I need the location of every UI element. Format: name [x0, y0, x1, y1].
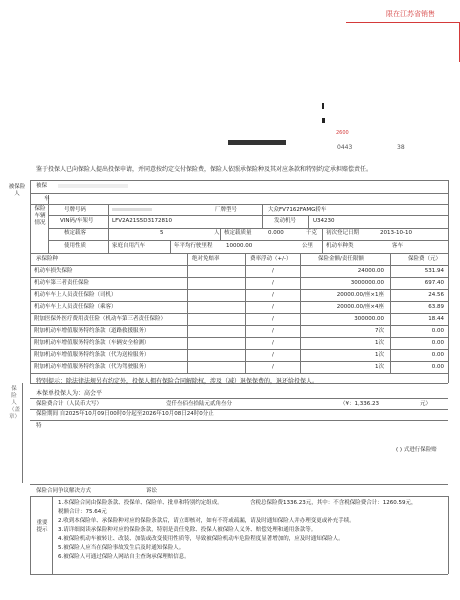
engine-value: U34230 — [313, 218, 335, 224]
stamp-note: ( ) 式进行保险赔 — [396, 447, 437, 453]
coverage-amount: 1次 — [375, 340, 384, 346]
coverage-name: 附加机动车增值服务特约条款（代为驾驶服务） — [34, 364, 150, 370]
plate-label: 号牌号码 — [64, 207, 87, 213]
side-label-vehicle: 保险车辆情况 — [34, 206, 46, 226]
special-note: 特别提示：除法律法规另有约定外，投保人拥有保险合同解除权，涉及（减）退保保费的，退还给投保人。 — [36, 378, 319, 385]
note-line: 2.收到本保险单、承保险种对应的保险条款后，请立即核对，如有不符或疏漏，请及时通知保险人并办理变更或补充手续。 — [58, 518, 355, 524]
model-label: 厂牌型号 — [215, 207, 238, 213]
coverage-amount: 300000.00 — [354, 316, 384, 322]
coverage-name: 附加机动车增值服务特约条款（车辆安全检测） — [34, 340, 150, 346]
coverage-amount: 1次 — [375, 364, 384, 370]
premium-total-unit: 元） — [420, 401, 432, 407]
scan-mark — [322, 118, 325, 123]
engine-label: 发动机号 — [274, 218, 297, 224]
note-line: 5.被保险人应当在保险事故发生后及时通知保险人。 — [58, 545, 185, 551]
applicant: 本保单投保人为：高会平 — [36, 390, 103, 397]
coverage-amount: 1次 — [375, 352, 384, 358]
insured-label: 被保 — [36, 183, 48, 189]
model-value: 大众FV7162FAMG轿车 — [268, 207, 327, 213]
special-terms-stub: 特 — [36, 423, 42, 429]
tax-line: 含税总保险费1336.23元，其中：不含税保险费合计：1260.59元， — [250, 500, 417, 506]
coverage-amount: 7次 — [375, 328, 384, 334]
coverage-rate-float: / — [272, 316, 274, 322]
stamp-side-label: 保险人（盖章） — [9, 386, 21, 420]
mass-unit: 千克 — [306, 230, 318, 236]
side-label-insured: 被保险人 — [8, 184, 26, 197]
coverage-rate-float: / — [272, 352, 274, 358]
note-line: 3.请详细阅读承保险种对应的保险条款，特别是责任免除、投保人被保险人义务、赔偿处理和通用条款等。 — [58, 527, 317, 533]
coverage-name: 机动车损失保险 — [34, 268, 73, 274]
coverage-name: 附加机动车增值服务特约条款（代为送检服务） — [34, 352, 150, 358]
note-line: 6.被保险人可通过保险人网站自主查询承保理赔信息。 — [58, 554, 190, 560]
scan-mark — [322, 103, 324, 109]
reg-date-value: 2013-10-10 — [380, 230, 412, 236]
coverage-rate-float: / — [272, 364, 274, 370]
coverage-rate-float: / — [272, 304, 274, 310]
coverage-premium: 531.94 — [424, 268, 444, 274]
mileage-unit: 公里 — [302, 243, 314, 249]
premium-total-label: 保险费合计（人民币大写） — [36, 401, 103, 407]
coverage-name: 机动车车上人员责任保险（乘客） — [34, 304, 117, 310]
coverage-amount: 24000.00 — [357, 268, 384, 274]
coverage-premium: 0.00 — [431, 340, 444, 346]
coverage-premium: 63.89 — [428, 304, 444, 310]
mileage-value: 10000.00 — [226, 243, 253, 249]
coverage-premium: 697.40 — [424, 280, 444, 286]
vehicle-type-value: 客车 — [392, 243, 404, 249]
table-header-cell: 费率浮动（+/-） — [250, 256, 292, 262]
mass-value: 0.000 — [268, 230, 284, 236]
note-line: 1.本保险合同由保险条款、投保单、保险单、批单和特别约定组成。 — [58, 500, 223, 506]
mass-label: 核定载质量 — [224, 230, 252, 236]
dispute-label: 保险合同争议解决方式 — [36, 488, 92, 494]
smudge-number: 0443 — [337, 144, 353, 151]
seats-label: 核定载客 — [64, 230, 87, 236]
premium-total-amount: （¥：1,336.23 — [340, 401, 379, 407]
table-header-cell: 保险费（元） — [408, 256, 442, 262]
vehicle-row-label: 车 — [44, 196, 50, 202]
coverage-premium: 18.44 — [428, 316, 444, 322]
red-code: 2600 — [336, 130, 349, 136]
coverage-premium: 0.00 — [431, 328, 444, 334]
vehicle-type-label: 机动车种类 — [326, 243, 354, 249]
vin-label: VIN码/车架号 — [60, 218, 94, 224]
smudge-number-2: 38 — [397, 144, 405, 151]
coverage-rate-float: / — [272, 292, 274, 298]
coverage-rate-float: / — [272, 280, 274, 286]
insurance-period: 保险期间 自2025年10月09日00时0分起至2026年10月08日24时0分止 — [36, 411, 214, 417]
coverage-amount: 3000000.00 — [350, 280, 384, 286]
coverage-rate-float: / — [272, 340, 274, 346]
premium-total-words: 壹仟叁佰叁拾陆元贰角叁分 — [166, 401, 233, 407]
coverage-amount: 20000.00/座×4座 — [336, 304, 384, 310]
policy-intro: 鉴于投保人已向保险人提出投保申请，并同意按约定交付保险费，保险人依照承保险种及其对应条款和特别约定承担赔偿责任。 — [36, 166, 373, 173]
table-header-cell: 保险金额/责任限额 — [318, 256, 364, 262]
coverage-premium: 24.56 — [428, 292, 444, 298]
redacted-title — [228, 140, 286, 145]
banner-rule — [346, 22, 460, 23]
redacted-plate — [112, 208, 152, 211]
coverage-premium: 0.00 — [431, 352, 444, 358]
coverage-rate-float: / — [272, 268, 274, 274]
coverage-rate-float: / — [272, 328, 274, 334]
dispute-value: 诉讼 — [146, 488, 158, 494]
coverage-name: 机动车车上人员责任保险（司机） — [34, 292, 117, 298]
seats-unit: 人 — [214, 230, 220, 236]
table-header-cell: 承保险种 — [36, 256, 59, 262]
reg-date-label: 初次登记日期 — [326, 230, 360, 236]
redacted-insured — [58, 184, 128, 188]
notes-side-label: 重要提示 — [36, 520, 48, 533]
note-line: 4.被保险机动车被转让、改装、加装或改变使用性质等，导致被保险机动车危险程度显著增加的，应及时通知保险人。 — [58, 536, 344, 542]
coverage-premium: 0.00 — [431, 364, 444, 370]
use-value: 家庭自用汽车 — [112, 243, 146, 249]
vin-value: LFV2A21S5D3172810 — [112, 218, 172, 224]
region-notice: 限在江苏省销售 — [386, 10, 435, 18]
seats-value: 5 — [160, 230, 164, 236]
table-header-cell: 绝对免赔率 — [192, 256, 220, 262]
note-line: 税额合计：75.64元 — [58, 509, 107, 515]
use-label: 使用性质 — [64, 243, 87, 249]
coverage-name: 附加机动车增值服务特约条款（道路救援服务） — [34, 328, 150, 334]
coverage-name: 附加医保外医疗费用责任险（机动车第三者责任保险） — [34, 316, 167, 322]
coverage-amount: 20000.00/座×1座 — [336, 292, 384, 298]
mileage-label: 年平均行驶里程 — [174, 243, 213, 249]
coverage-name: 机动车第三者责任保险 — [34, 280, 90, 286]
